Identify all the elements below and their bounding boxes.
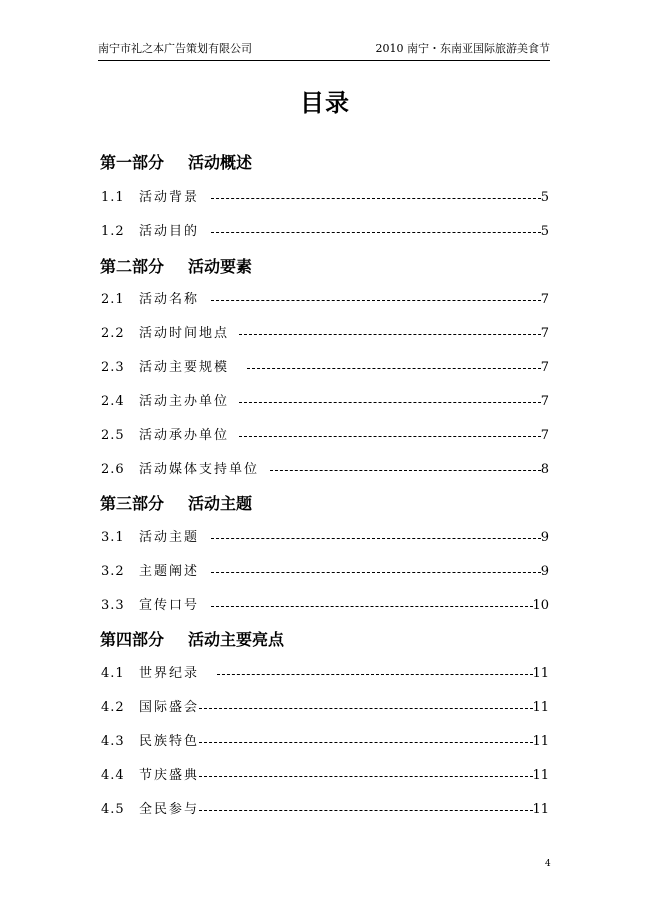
toc-entry[interactable]	[101, 291, 549, 309]
toc-entry-label: 节庆盛典	[139, 768, 200, 783]
toc-entry-page: 5	[540, 224, 549, 239]
toc-entry-number: 2.1	[101, 292, 125, 307]
dot-leader	[211, 538, 541, 539]
toc-entry[interactable]	[101, 767, 549, 785]
toc-entry-number: 1.2	[101, 224, 125, 239]
toc-entry-number: 2.2	[101, 326, 125, 341]
toc-entry-label: 活动背景	[139, 190, 200, 205]
toc-entry-page: 11	[532, 802, 549, 817]
header-company: 南宁市礼之本广告策划有限公司	[98, 42, 252, 55]
toc-entry-page: 11	[532, 768, 549, 783]
dot-leader	[239, 334, 541, 335]
dot-leader	[211, 198, 541, 199]
toc-entry[interactable]	[101, 733, 549, 751]
toc-entry-page: 9	[540, 530, 549, 545]
toc-entry-page: 9	[540, 564, 549, 579]
toc-entry[interactable]	[101, 189, 549, 207]
dot-leader	[199, 810, 533, 811]
dot-leader	[199, 708, 533, 709]
toc-entry[interactable]	[101, 325, 549, 343]
toc-entry-number: 2.4	[101, 394, 125, 409]
toc-entry-number: 2.3	[101, 360, 125, 375]
toc-entry-page: 7	[540, 326, 549, 341]
toc-entry-label: 国际盛会	[139, 700, 200, 715]
toc-entry-number: 2.6	[101, 462, 125, 477]
dot-leader	[239, 436, 541, 437]
toc-entry-label: 活动承办单位	[139, 428, 230, 443]
dot-leader	[199, 742, 533, 743]
toc-entry-label: 活动名称	[139, 292, 200, 307]
toc-entry[interactable]	[101, 223, 549, 241]
dot-leader	[211, 300, 541, 301]
toc-entry[interactable]	[101, 801, 549, 819]
dot-leader	[199, 776, 533, 777]
toc-entry-label: 活动主题	[139, 530, 200, 545]
dot-leader	[211, 606, 533, 607]
toc-entry-page: 7	[540, 292, 549, 307]
toc-entry[interactable]	[101, 597, 549, 615]
toc-entry-number: 1.1	[101, 190, 125, 205]
toc-entry-number: 2.5	[101, 428, 125, 443]
section-name: 活动主题	[188, 494, 253, 513]
dot-leader	[270, 470, 541, 471]
toc-entry-number: 4.4	[101, 768, 125, 783]
toc-entry-number: 3.3	[101, 598, 125, 613]
toc-entry-label: 活动主办单位	[139, 394, 230, 409]
toc-entry-page: 8	[540, 462, 549, 477]
dot-leader	[239, 402, 541, 403]
toc-entry-label: 民族特色	[139, 734, 200, 749]
dot-leader	[211, 572, 541, 573]
dot-leader	[211, 232, 541, 233]
toc-entry-label: 世界纪录	[139, 666, 200, 681]
section-part: 第一部分	[100, 153, 165, 172]
toc-entry-page: 5	[540, 190, 549, 205]
toc-entry-label: 活动目的	[139, 224, 200, 239]
section-name: 活动主要亮点	[188, 630, 285, 649]
dot-leader	[247, 368, 541, 369]
page-number: 4	[545, 859, 551, 869]
toc-entry-label: 全民参与	[139, 802, 200, 817]
toc-entry[interactable]	[101, 563, 549, 581]
toc-entry[interactable]	[101, 461, 549, 479]
toc-entry-number: 3.1	[101, 530, 125, 545]
toc-title: 目录	[300, 89, 350, 117]
section-part: 第二部分	[100, 257, 165, 276]
toc-entry-number: 4.1	[101, 666, 125, 681]
toc-entry-number: 3.2	[101, 564, 125, 579]
toc-entry-number: 4.2	[101, 700, 125, 715]
toc-entry-label: 主题阐述	[139, 564, 200, 579]
toc-entry-number: 4.5	[101, 802, 125, 817]
toc-entry-label: 活动媒体支持单位	[139, 462, 260, 477]
toc-entry-page: 7	[540, 394, 549, 409]
section-part: 第四部分	[100, 630, 165, 649]
toc-entry[interactable]	[101, 699, 549, 717]
toc-entry-page: 7	[540, 360, 549, 375]
toc-entry-page: 11	[532, 700, 549, 715]
toc-entry-page: 10	[532, 598, 549, 613]
header-event: 2010 南宁・东南亚国际旅游美食节	[375, 42, 550, 55]
toc-entry-page: 7	[540, 428, 549, 443]
toc-entry[interactable]	[101, 393, 549, 411]
toc-entry[interactable]	[101, 359, 549, 377]
toc-section-heading	[100, 630, 284, 650]
toc-entry[interactable]	[101, 529, 549, 547]
dot-leader	[217, 674, 533, 675]
toc-entry-page: 11	[532, 666, 549, 681]
section-name: 活动概述	[188, 153, 253, 172]
toc-entry-label: 活动时间地点	[139, 326, 230, 341]
toc-section-heading	[100, 494, 252, 514]
toc-entry[interactable]	[101, 427, 549, 445]
section-name: 活动要素	[188, 257, 253, 276]
toc-section-heading	[100, 257, 252, 277]
toc-entry[interactable]	[101, 665, 549, 683]
toc-entry-label: 宣传口号	[139, 598, 200, 613]
toc-entry-number: 4.3	[101, 734, 125, 749]
toc-entry-label: 活动主要规模	[139, 360, 230, 375]
toc-entry-page: 11	[532, 734, 549, 749]
header-rule	[98, 60, 550, 61]
section-part: 第三部分	[100, 494, 165, 513]
toc-section-heading	[100, 153, 252, 173]
